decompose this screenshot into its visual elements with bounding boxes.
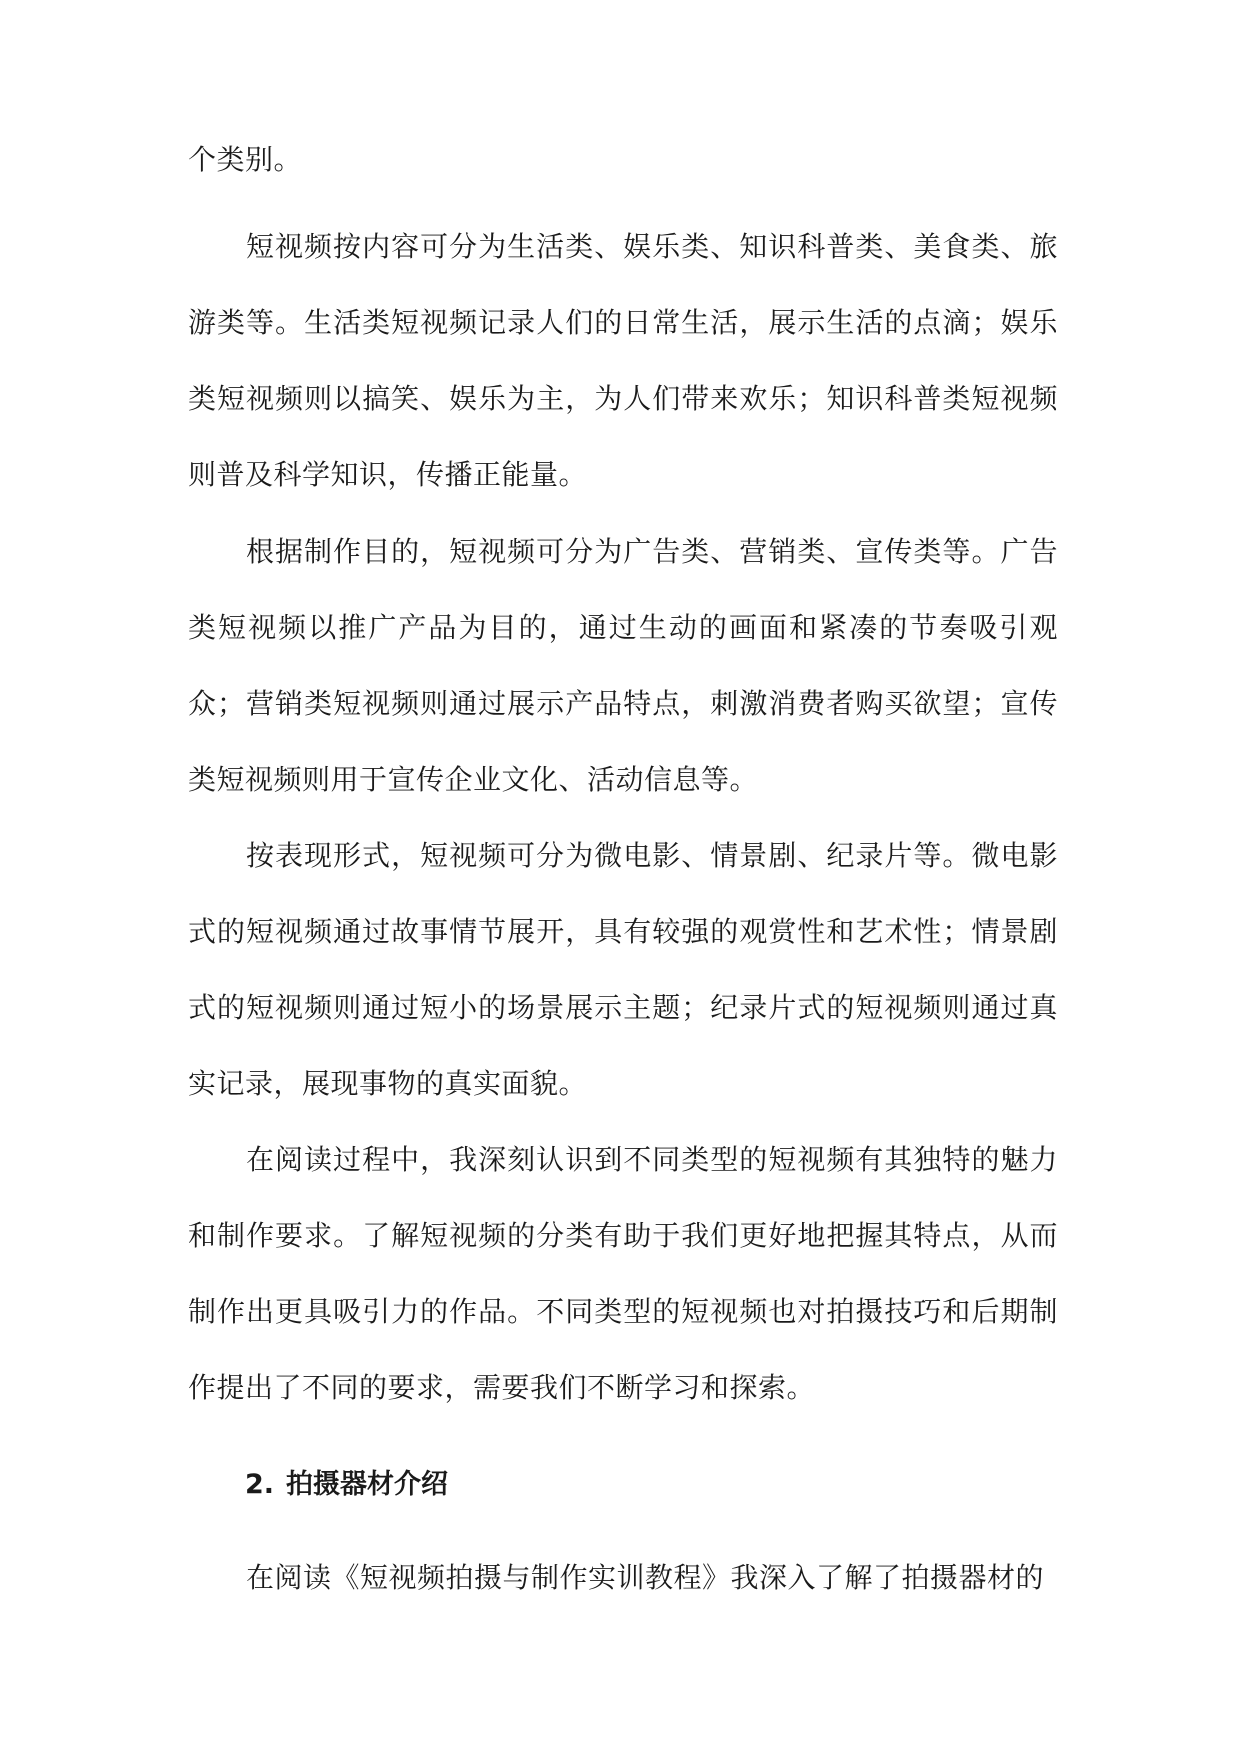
section-heading (245, 1463, 448, 1507)
section-number: 2. (245, 1469, 275, 1500)
paragraph-purpose-categories: 根据制作目的，短视频可分为广告类、营销类、宣传类等。广告类短视频以推广产品为目的，通过生动的画面和紧凑的节奏吸引观众；营销类短视频则通过展示产品特点，刺激消费者购买欲望；宣传类短视频则用于宣传企业文化、活动信息等。 (188, 535, 1058, 796)
paragraph-reflection: 在阅读过程中，我深刻认识到不同类型的短视频有其独特的魅力和制作要求。了解短视频的分类有助于我们更好地把握其特点，从而制作出更具吸引力的作品。不同类型的短视频也对拍摄技巧和后期制作提出了不同的要求，需要我们不断学习和探索。 (188, 1143, 1058, 1404)
paragraph-continuation: 个类别。 (188, 143, 303, 176)
section-title: 拍摄器材介绍 (286, 1469, 449, 1500)
paragraph-content-categories: 短视频按内容可分为生活类、娱乐类、知识科普类、美食类、旅游类等。生活类短视频记录人们的日常生活，展示生活的点滴；娱乐类短视频则以搞笑、娱乐为主，为人们带来欢乐；知识科普类短视频则普及科学知识，传播正能量。 (188, 230, 1058, 491)
paragraph-form-categories: 按表现形式，短视频可分为微电影、情景剧、纪录片等。微电影式的短视频通过故事情节展开，具有较强的观赏性和艺术性；情景剧式的短视频则通过短小的场景展示主题；纪录片式的短视频则通过真实记录，展现事物的真实面貌。 (188, 839, 1058, 1100)
paragraph-equipment-intro: 在阅读《短视频拍摄与制作实训教程》我深入了解了拍摄器材的 (246, 1561, 1045, 1594)
